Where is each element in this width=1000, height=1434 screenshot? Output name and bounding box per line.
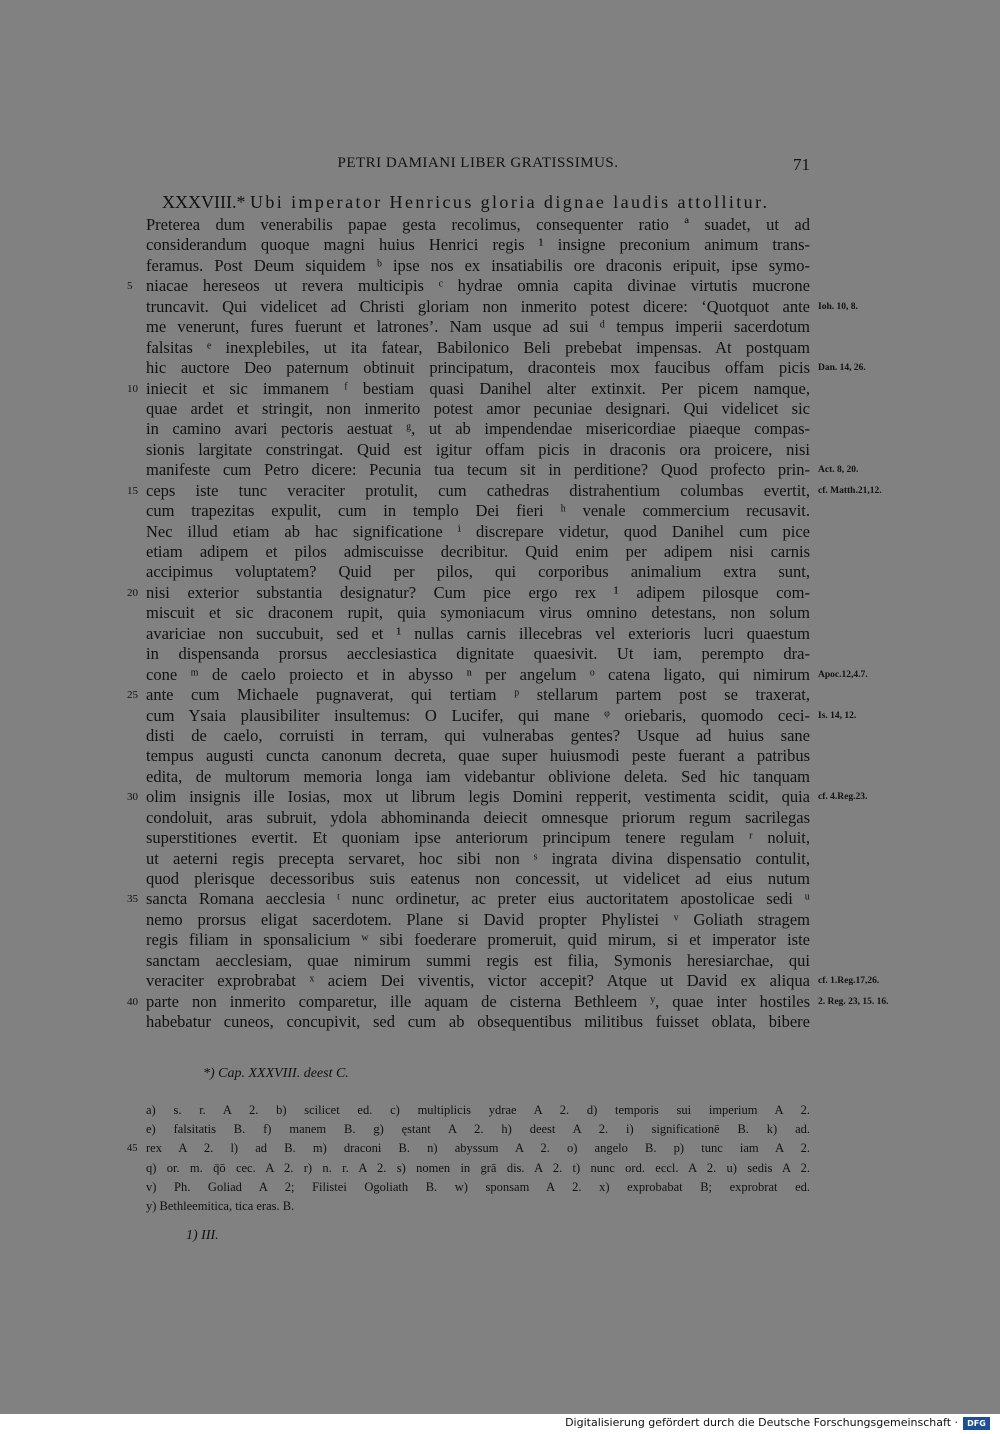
marginal-reference: Dan. 14, 26. [818,363,866,374]
text-line: miscuit et sic draconem rupit, quia symoniacum virus omnino detestans, non solum [146,603,810,623]
critical-apparatus [127,1101,810,1216]
text-line: Nec illud etiam ab hac significatione ⁱ discrepare videtur, quod Danihel cum pice [146,521,810,541]
text-line: feramus. Post Deum siquidem ᵇ ipse nos ex insatiabilis ore draconis eripuit, ipse symo- [146,255,810,275]
dfg-logo[interactable]: DFG [963,1417,990,1430]
running-head-title: PETRI DAMIANI LIBER GRATISSIMUS. [337,155,619,171]
text-line: hic auctore Deo paternum obtinuit principatum, draconteis mox faucibus offam picis Dan. 14, 26. [146,358,866,378]
apparatus-line: rex A 2. l) ad B. m) draconi B. n) abyssum A 2. o) angelo B. p) tunc iam A 2. 45 [146,1139,810,1158]
text-line: me venerunt, fures fuerunt et latrones’. Nam usque ad sui ᵈ tempus imperii sacerdotum [146,317,810,337]
credit-text[interactable]: Digitalisierung gefördert durch die Deutsche Forschungsgemeinschaft · [565,1416,958,1429]
text-line: tempus augusti cuncta canonum decreta, quae super huiusmodi peste fuerant a patribus [146,746,810,766]
line-number: 5 [127,280,133,293]
line-number: 20 [127,586,138,599]
text-line: disti de caelo, corruisti in terram, qui vulnerabas gentes? Usque ad huius sane [146,725,810,745]
text-line: nisi exterior substantia designatur? Cum pice ergo rex ¹ adipem pilosque com- 20 [127,582,810,602]
marginal-reference: Apoc.12,4.7. [818,669,868,680]
text-line: ante cum Michaele pugnaverat, qui tertiam ᵖ stellarum partem post se traxerat, 25 [127,685,810,705]
text-line: in camino avari pectoris aestuat ᵍ, ut ab impendendae misericordiae piaeque compas- [146,419,810,439]
marginal-reference: Is. 14, 12. [818,710,857,721]
text-line: sanctam aecclesiam, quae nimirum summi regis est filia, Symonis heresiarchae, qui [146,950,810,970]
text-line: edita, de multorum memoria longa iam videbantur oblivione deleta. Sed hic tanquam [146,766,810,786]
marginal-reference: Act. 8, 20. [818,465,859,476]
text-line: etiam adipem et pilos admiscuisse decribitur. Quid enim per adipem nisi carnis [146,542,810,561]
source-note: 1) III. [186,1228,219,1243]
text-line: sionis largitate constringat. Quid est igitur offam picis in draconis ora proicere, nisi [146,439,810,459]
line-number: 30 [127,791,138,804]
credit-bar [0,1414,1000,1434]
text-line: avariciae non succubuit, sed et ¹ nullas carnis illecebras vel exterioris lucri quaestum [146,623,810,643]
text-line: in dispensanda prorsus aecclesiastica dignitate quaesivit. Ut iam, perempto dra- [146,644,810,664]
running-head [146,155,810,179]
marginal-reference: cf. Matth.21,12. [818,485,882,496]
text-line: manifeste cum Petro dicere: Pecunia tua tecum sit in perditione? Quod profecto prin- Act. 8, 20. [146,460,859,480]
apparatus-line: q) or. m. q̄ō cec. A 2. r) n. r. A 2. s) nomen in grā dis. A 2. t) nunc ord. eccl. A 2. u) sedis A 2. [146,1160,810,1175]
chapter-caption: Ubi imperator Henricus gloria dignae laudis attollitur. [249,192,770,212]
text-line: ut aeterni regis precepta servaret, hoc sibi non ˢ ingrata divina dispensatio contulit, [146,848,810,868]
line-number: 25 [127,689,138,702]
text-line: olim insignis ille Iosias, mox ut librum legis Domini repperit, vestimenta scidit, quia 30 cf. 4.Reg.23. [127,787,868,807]
text-line: parte non inmerito comparetur, ille aquam de cisterna Bethleem ʸ, quae inter hostiles 40 2. Reg. 23, 15. 16. [127,991,889,1011]
text-line: veraciter exprobrabat ˣ aciem Dei viventis, victor accepit? Atque ut David ex aliqua cf. 1.Reg.17,26. [146,971,880,991]
marginal-reference: cf. 1.Reg.17,26. [818,976,880,987]
text-line: ceps iste tunc veraciter protulit, cum cathedras distrahentium columbas evertit, 15 cf. Matth.21,12. [127,480,882,500]
text-line: niacae hereseos ut revera multicipis ᶜ hydrae omnia capita divinae virtutis mucrone 5 [127,276,810,296]
text-line: accipimus voluptatem? Quid per pilos, qui corporibus animalium extra sunt, [146,562,810,582]
line-number: 35 [127,893,138,906]
line-number: 45 [127,1143,138,1155]
apparatus-line: v) Ph. Goliad A 2; Filistei Ogoliath B. w) sponsam A 2. x) exprobabat B; exprobrat ed. [146,1179,810,1194]
marginal-reference: 2. Reg. 23, 15. 16. [818,996,889,1007]
chapter-footnote: *) Cap. XXXVIII. deest C. [203,1066,349,1081]
apparatus-line: a) s. r. A 2. b) scilicet ed. c) multiplicis ydrae A 2. d) temporis sui imperium A 2. [146,1103,810,1117]
text-line: regis filiam in sponsalicium ʷ sibi foederare promeruit, quid mirum, si et imperator iste [146,930,810,950]
text-line: habebatur cuneos, concupivit, sed cum ab obsequentibus militibus fuisset oblata, bibere [146,1012,810,1032]
text-line: nemo prorsus eligat sacerdotem. Plane si David propter Phylistei ᵛ Goliath stragem [146,909,810,929]
text-line: falsitas ᵉ inexplebiles, ut ita fatear, Babilonico Beli prebebat impensas. At postquam [146,337,810,357]
text-line: considerandum quoque magni huius Henrici regis ¹ insigne preconium animum trans- [146,235,810,255]
text-line: Preterea dum venerabilis papae gesta recolimus, consequenter ratio ª suadet, ut ad [146,215,810,234]
text-line: condoluit, aras subruit, ydola abhominanda deiecit omnesque priorum regum sacrilegas [146,807,810,827]
marginal-reference: Ioh. 10, 8. [818,301,858,312]
line-number: 15 [127,484,138,497]
text-line: cum Ysaia plausibiliter insultemus: O Lucifer, qui mane ᵠ oriebaris, quomodo ceci- Is. 14, 12. [146,705,857,725]
chapter-number: XXXVIII.* [162,192,246,212]
text-line: superstitiones evertit. Et quoniam ipse anteriorum principum tenere regulam ʳ noluit, [146,828,810,848]
marginal-reference: cf. 4.Reg.23. [818,792,868,803]
page-number: 71 [793,155,810,174]
text-line: iniecit et sic immanem ᶠ bestiam quasi Danihel alter extinxit. Per picem namque, 10 [127,378,810,398]
text-line: cum trapezitas expulit, cum in templo Dei fieri ʰ venale commercium recusavit. [146,501,810,521]
text-line: quod plerisque decessoribus suis eatenus non concessit, ut videlicet ad eius nutum [146,869,810,888]
apparatus-line: y) Bethleemitica, tica eras. B. [146,1198,295,1213]
text-line: sancta Romana aecclesia ᵗ nunc ordinetur, ac preter eius auctoritatem apostolicae sedi ᵘ 35 [127,889,810,909]
chapter-heading [162,192,769,213]
text-line: quae ardet et stringit, non inmerito potest amor pecuniae designari. Qui videlicet sic [146,398,810,418]
apparatus-line: e) falsitatis B. f) manem B. g) ęstant A 2. h) deest A 2. i) significationē B. k) ad. [146,1122,810,1137]
line-number: 10 [127,382,138,395]
main-text [127,215,889,1033]
text-line: truncavit. Qui videlicet ad Christi gloriam non inmerito potest dicere: ‘Quotquot ante Ioh. 10, 8. [146,296,858,316]
text-line: cone ᵐ de caelo proiecto et in abysso ⁿ per angelum ᵒ catena ligato, qui nimirum Apoc.12,4.7. [146,664,868,684]
line-number: 40 [127,995,138,1008]
